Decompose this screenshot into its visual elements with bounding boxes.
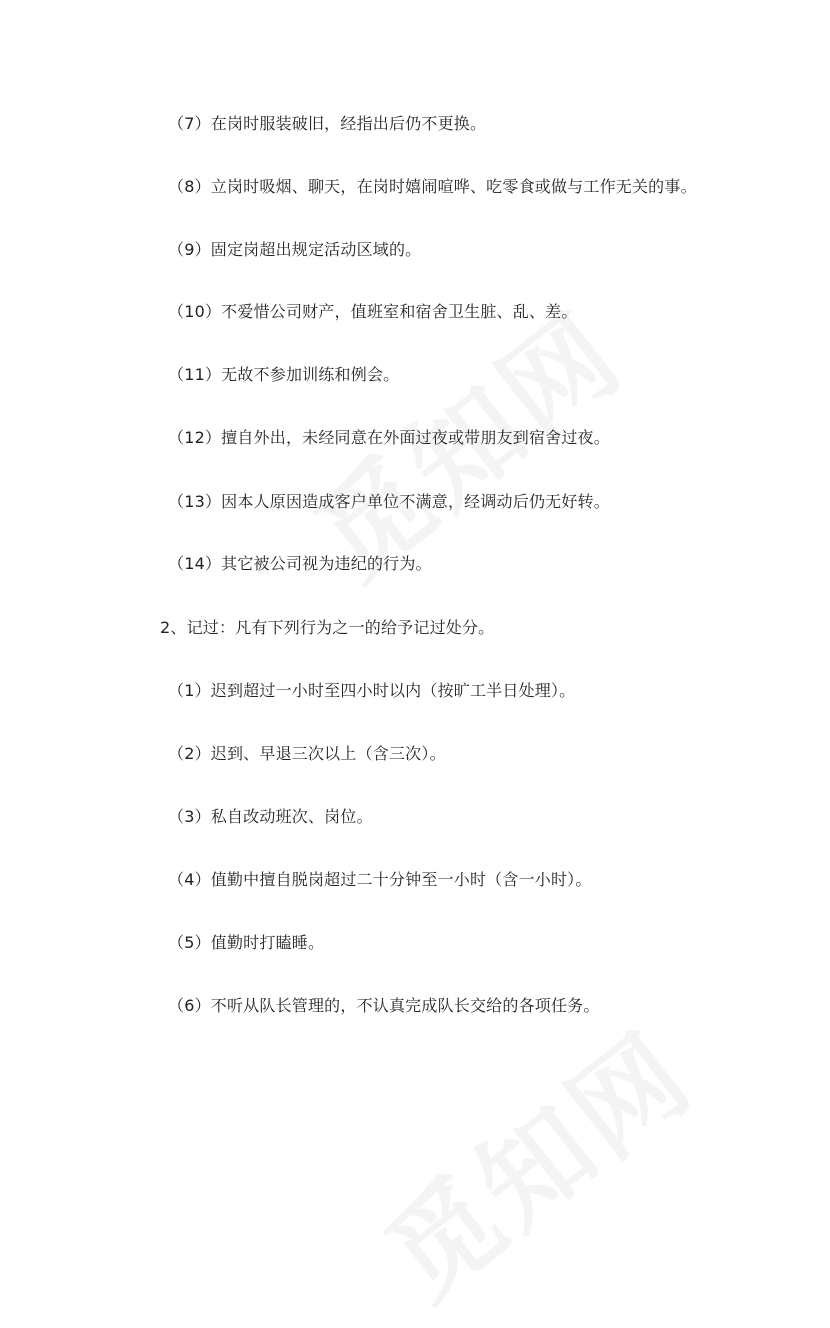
demerit-item-2: （2）迟到、早退三次以上（含三次）。 xyxy=(168,744,446,763)
demerit-item-6: （6）不听从队长管理的，不认真完成队长交给的各项任务。 xyxy=(168,996,600,1015)
rule-item-11: （11）无故不参加训练和例会。 xyxy=(168,365,400,384)
rule-item-8: （8）立岗时吸烟、聊天，在岗时嬉闹喧哗、吃零食或做与工作无关的事。 xyxy=(168,177,697,196)
rule-item-9: （9）固定岗超出规定活动区域的。 xyxy=(168,240,422,259)
demerit-item-3: （3）私自改动班次、岗位。 xyxy=(168,807,373,826)
rule-item-14: （14）其它被公司视为违纪的行为。 xyxy=(168,554,432,573)
rule-item-12: （12）擅自外出，未经同意在外面过夜或带朋友到宿舍过夜。 xyxy=(168,428,610,447)
rule-item-7: （7）在岗时服装破旧，经指出后仍不更换。 xyxy=(168,114,487,133)
demerit-item-1: （1）迟到超过一小时至四小时以内（按旷工半日处理）。 xyxy=(168,681,576,700)
rule-item-10: （10）不爱惜公司财产，值班室和宿舍卫生脏、乱、差。 xyxy=(168,302,578,321)
rule-item-13: （13）因本人原因造成客户单位不满意，经调动后仍无好转。 xyxy=(168,492,610,511)
demerit-item-4: （4）值勤中擅自脱岗超过二十分钟至一小时（含一小时）。 xyxy=(168,870,592,889)
section-heading-demerit: 2、记过：凡有下列行为之一的给予记过处分。 xyxy=(160,618,495,637)
watermark-text xyxy=(348,990,720,1328)
demerit-item-5: （5）值勤时打瞌睡。 xyxy=(168,933,325,952)
